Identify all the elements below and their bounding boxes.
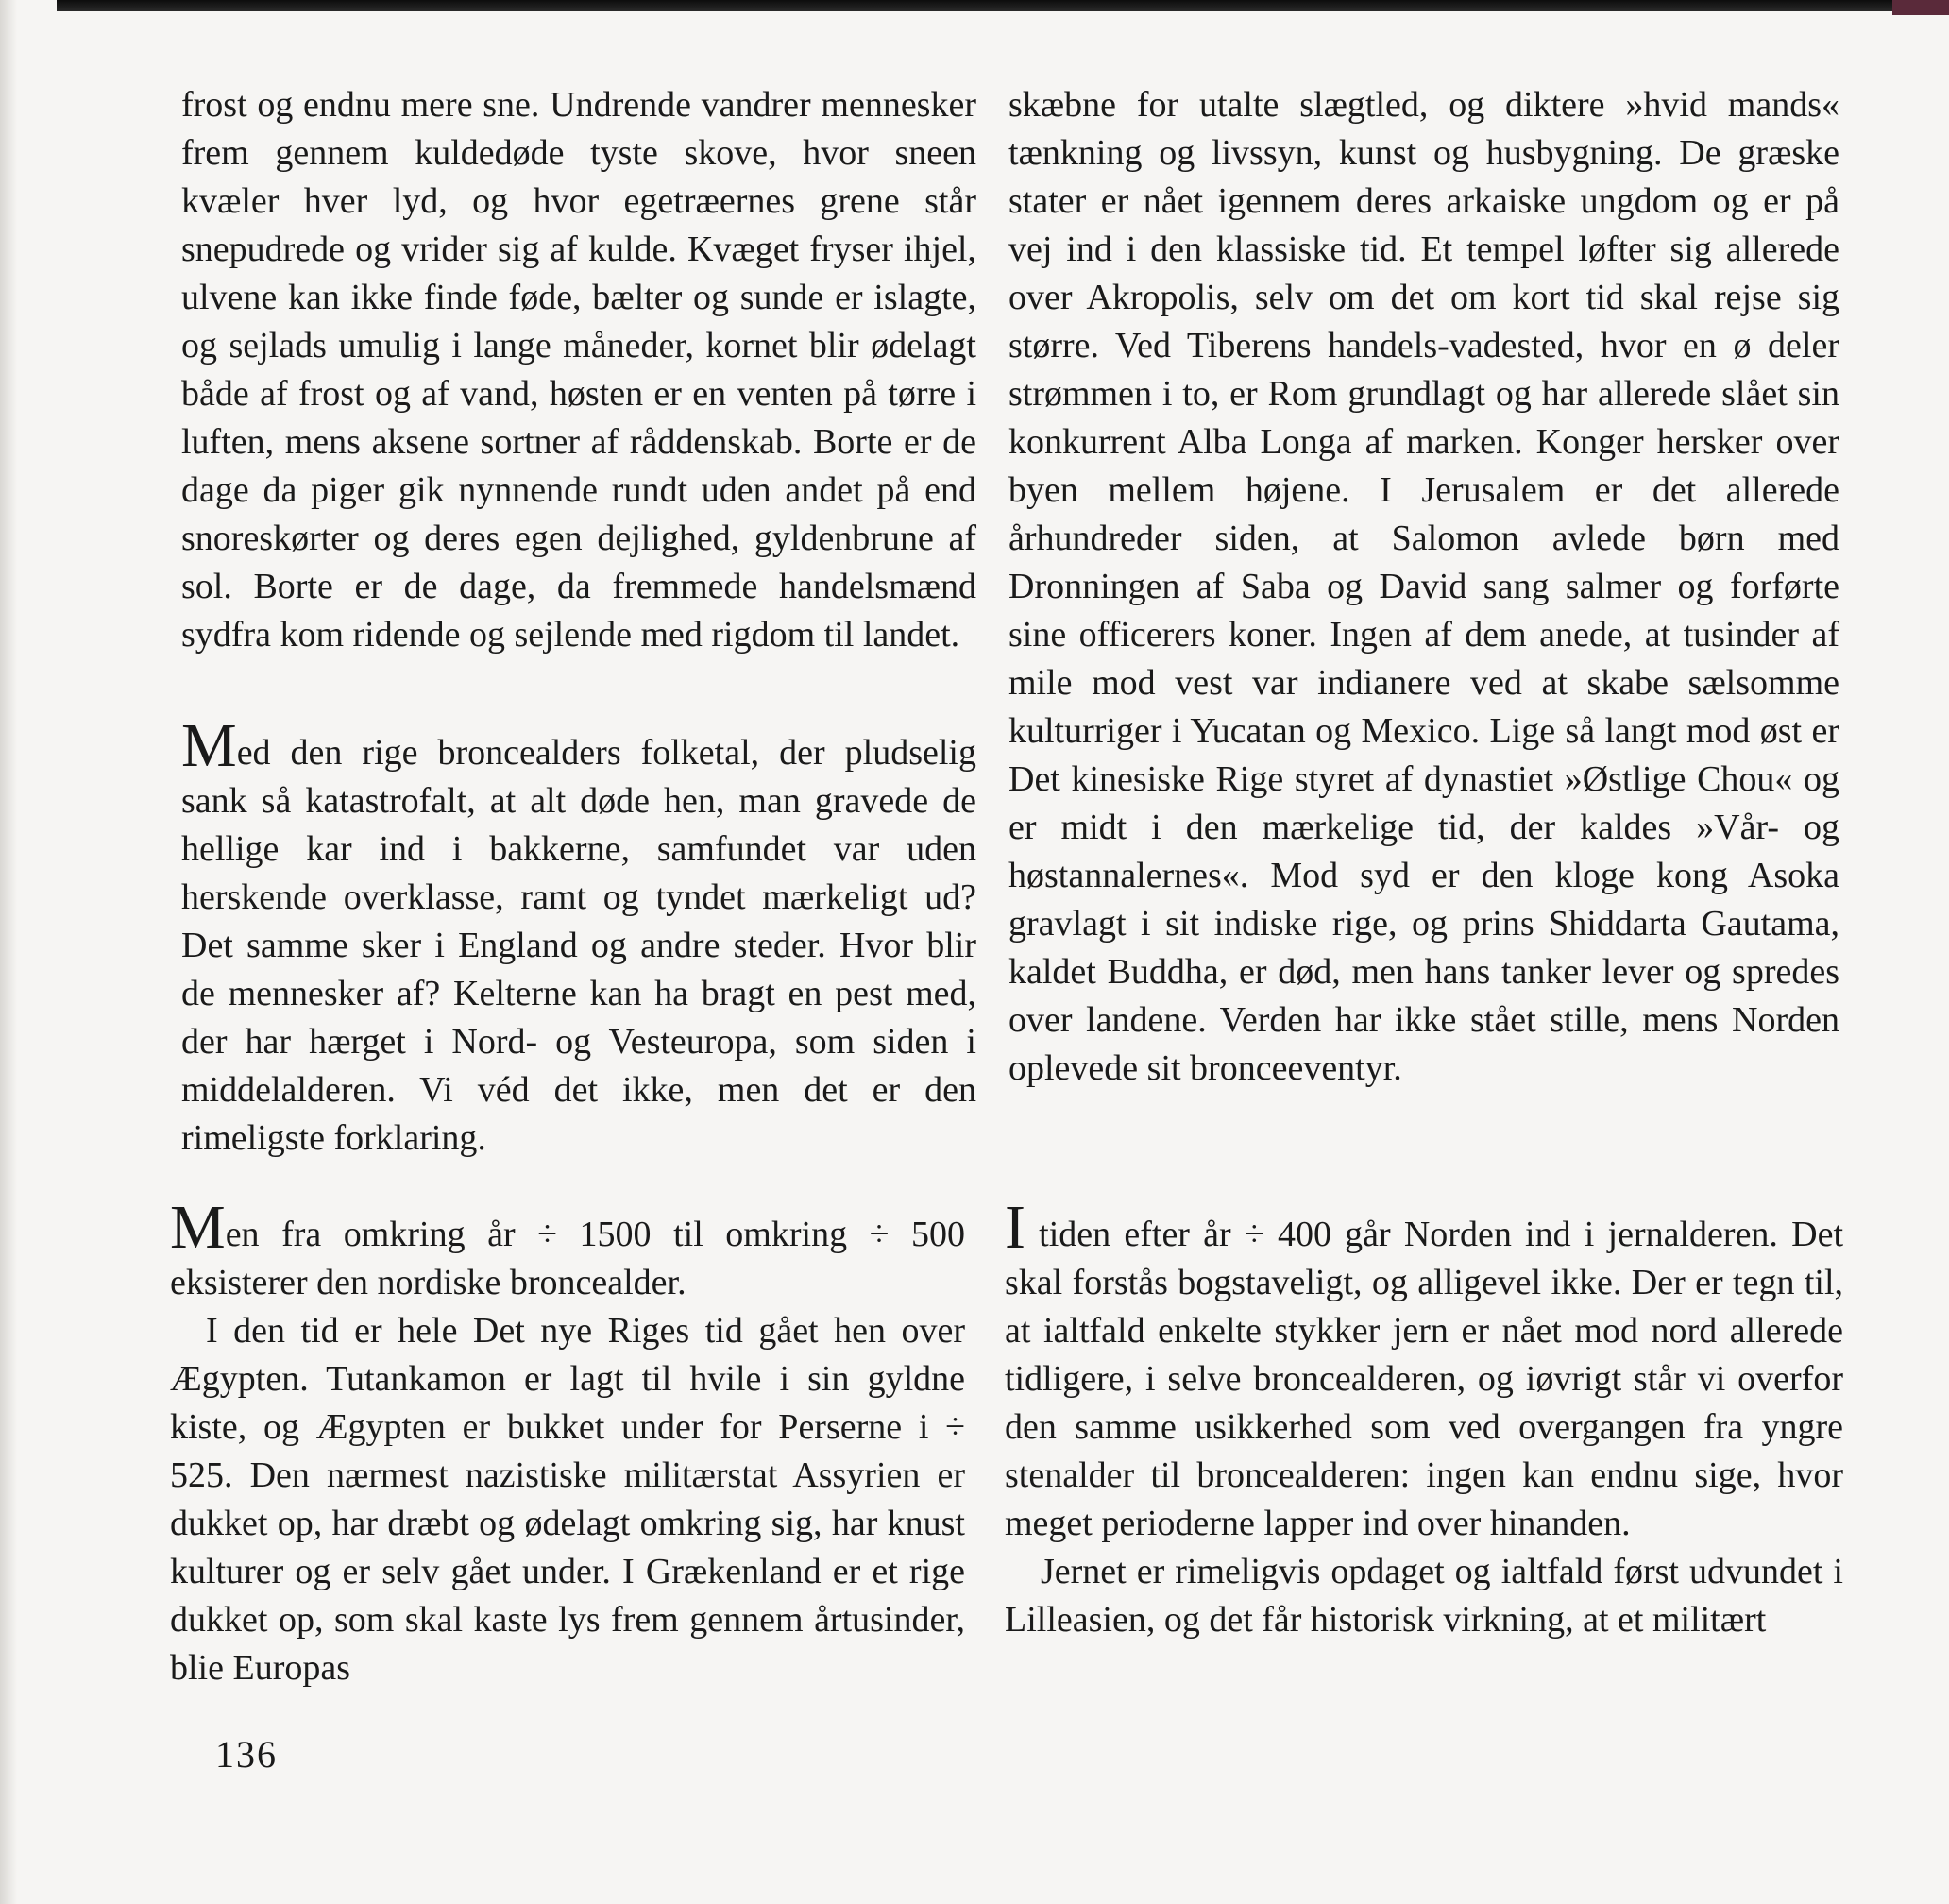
left-column-middle: [181, 711, 976, 1163]
paragraph-broncealder-period-text: en fra omkring år ÷ 1500 til omkring ÷ 500 eksisterer den nordiske broncealder.: [170, 1215, 965, 1302]
paragraph-jernalder: [1005, 1193, 1843, 1548]
paragraph-folketal: [181, 711, 976, 1163]
paragraph-world-history: I den tid er hele Det nye Riges tid gået hen over Ægypten. Tutankamon er lagt til hvile i sin gyldne kiste, og Ægypten er bukket under for Perserne i ÷ 525. Den nærmest nazistiske militærstat Assyrien er dukket op, har dræbt og ødelagt omkring sig, har knust kulturer og er selv gået under. I Grækenland er et rige dukket op, som skal kaste lys frem gennem årtusinder, blie Europas: [170, 1311, 965, 1688]
right-column-lower: [1005, 1193, 1843, 1644]
right-column-upper: [1008, 81, 1839, 1093]
paragraph-broncealder-period: [170, 1193, 965, 1307]
paragraph-frost: frost og endnu mere sne. Undrende vandrer mennesker frem gennem kuldedøde tyste skove, hvor sneen kvæler hver lyd, og hvor egetræernes grene står snepudrede og vrider sig af kulde. Kvæget fryser ihjel, ulvene kan ikke finde føde, bælter og sunde er islagte, og sejlads umulig i lange måneder, kornet blir ødelagt både af frost og af vand, høsten er en venten på tørre i luften, mens aksene sortner af råddenskab. Borte er de dage da piger gik nynnende rundt uden andet på end snoreskørter og deres egen dejlighed, gyldenbrune af sol. Borte er de dage, da fremmede handelsmænd sydfra kom ridende og sejlende med rigdom til landet.: [181, 85, 976, 654]
paragraph-jernet: Jernet er rimeligvis opdaget og ialtfald først udvundet i Lilleasien, og det får historisk virkning, at et militært: [1005, 1552, 1843, 1640]
page-number: 136: [215, 1733, 278, 1776]
paragraph-folketal-text: ed den rige broncealders folketal, der pludselig sank så katastrofalt, at alt døde hen, man gravede de hellige kar ind i bakkerne, samfundet var uden herskende overklasse, ramt og tyndet mærkeligt ud? Det samme sker i England og andre steder. Hvor blir de mennesker af? Kelterne kan ha bragt en pest med, der har hærget i Nord- og Vesteuropa, som siden i middelalderen. Vi véd det ikke, men det er den rimeligste forklaring.: [181, 733, 976, 1158]
page-gutter-shadow: [0, 0, 17, 1904]
page-corner: [1892, 0, 1949, 15]
paragraph-world-context: skæbne for utalte slægtled, og diktere »hvid mands« tænkning og livssyn, kunst og husbygning. De græske stater er nået igennem deres arkaiske ungdom og er på vej ind i den klassiske tid. Et tempel løfter sig allerede over Akropolis, selv om det om kort tid skal rejse sig større. Ved Tiberens handels-vadested, hvor en ø deler strømmen i to, er Rom grundlagt og har allerede slået sin konkurrent Alba Longa af marken. Konger hersker over byen mellem højene. I Jerusalem er det allerede århundreder siden, at Salomon avlede børn med Dronningen af Saba og David sang salmer og forførte sine officerers koner. Ingen af dem anede, at tusinder af mile mod vest var indianere ved at skabe sælsomme kulturriger i Yucatan og Mexico. Lige så langt mod øst er Det kinesiske Rige styret af dynastiet »Østlige Chou« og er midt i den mærkelige tid, der kaldes »Vår- og høstannalernes«. Mod syd er den kloge kong Asoka gravlagt i sit indiske rige, og prins Shiddarta Gautama, kaldet Buddha, er død, men hans tanker lever og spredes over landene. Verden har ikke stået stille, mens Norden oplevede sit bronceeventyr.: [1008, 85, 1839, 1088]
paragraph-jernalder-text: tiden efter år ÷ 400 går Norden ind i jernalderen. Det skal forstås bogstaveligt, og alligevel ikke. Der er tegn til, at ialtfald enkelte stykker jern er nået mod nord allerede tidligere, i selve broncealderen, og iøvrigt står vi overfor den samme usikkerhed som ved overgangen fra yngre stenalder til broncealderen: ingen kan endnu sige, hvor meget perioderne lapper ind over hinanden.: [1005, 1215, 1843, 1543]
left-column-upper: [181, 81, 976, 659]
left-column-lower: [170, 1193, 965, 1692]
page-top-edge: [57, 0, 1949, 11]
drop-cap: M: [170, 1193, 226, 1262]
drop-cap: M: [181, 711, 237, 780]
drop-cap: I: [1005, 1193, 1025, 1262]
